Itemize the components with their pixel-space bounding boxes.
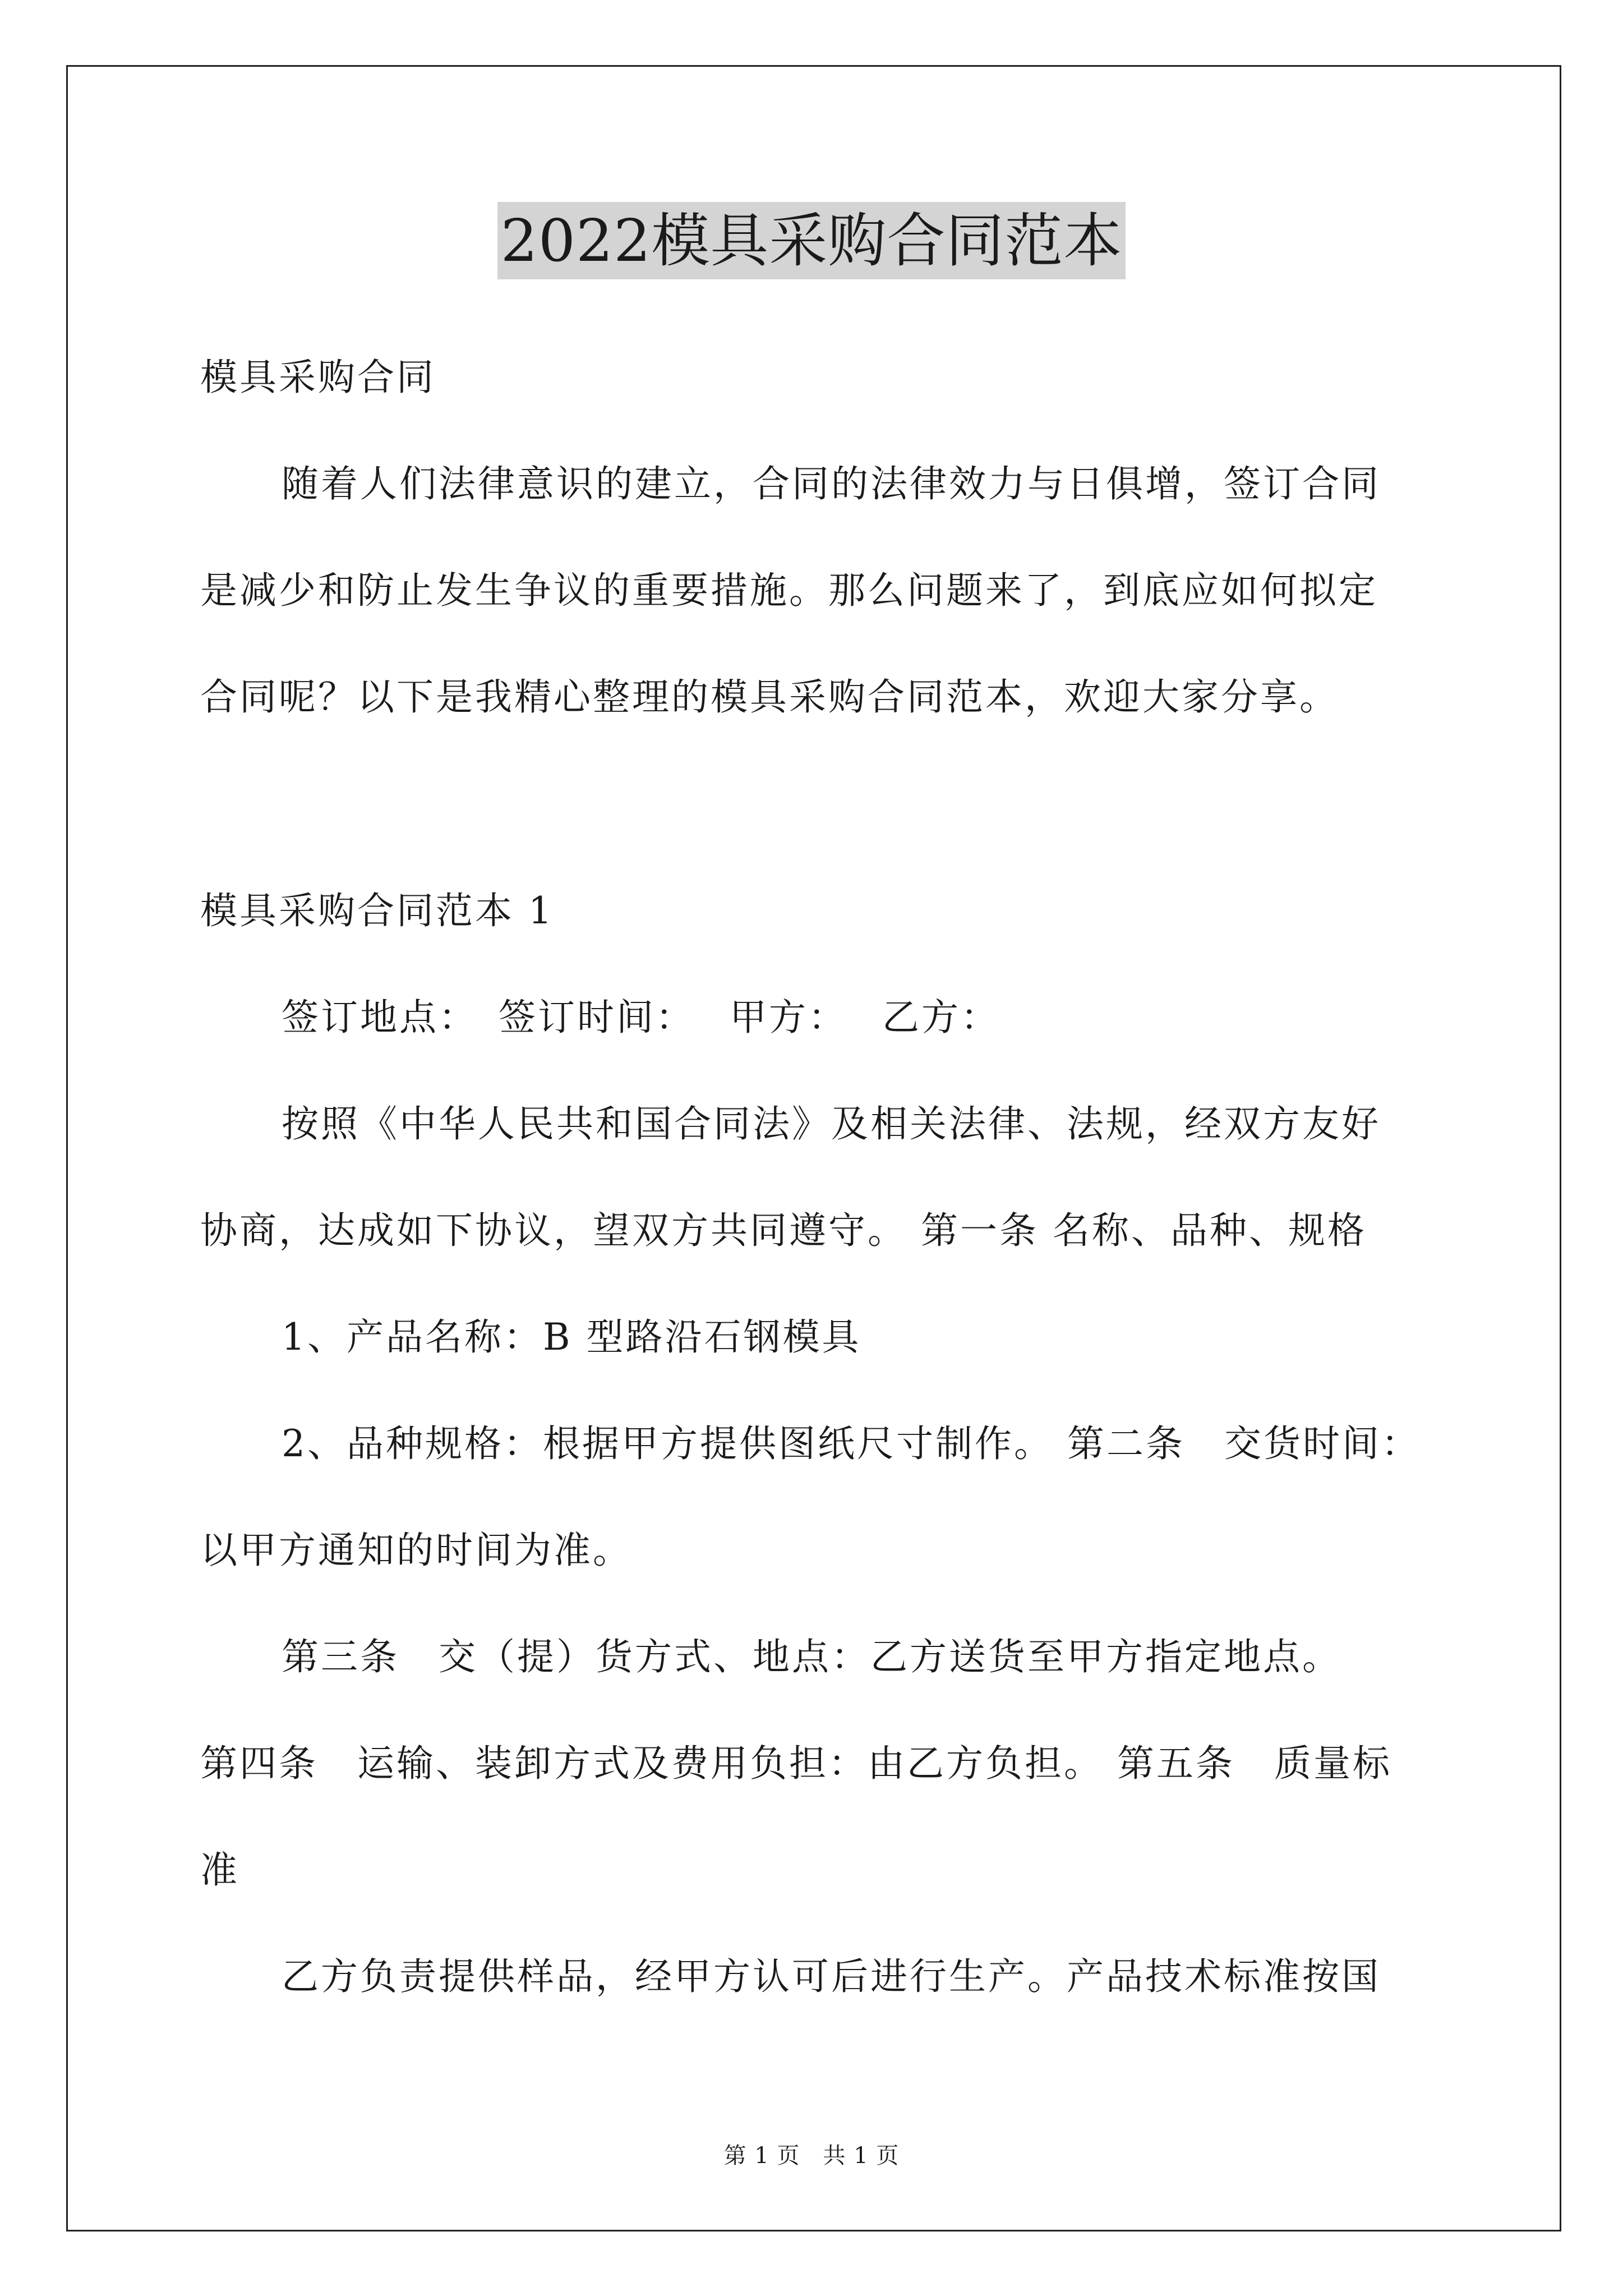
title-container — [0, 202, 1623, 279]
body-line: 按照《中华人民共和国合同法》及相关法律、法规，经双方友好 — [282, 1102, 1381, 1145]
body-line: 准 — [200, 1848, 239, 1892]
body-line: 签订地点： 签订时间： 甲方： 乙方： — [282, 996, 1000, 1039]
document-title: 2022模具采购合同范本 — [497, 202, 1126, 279]
body-line: 随着人们法律意识的建立，合同的法律效力与日俱增，签订合同 — [282, 462, 1381, 505]
body-line: 合同呢？以下是我精心整理的模具采购合同范本，欢迎大家分享。 — [200, 675, 1339, 719]
body-line: 是减少和防止发生争议的重要措施。那么问题来了，到底应如何拟定 — [200, 569, 1378, 612]
body-line: 以甲方通知的时间为准。 — [200, 1529, 632, 1572]
body-line: 1、产品名称：B 型路沿石钢模具 — [282, 1315, 861, 1359]
body-line: 第三条 交（提）货方式、地点：乙方送货至甲方指定地点。 — [282, 1635, 1341, 1678]
section-heading: 模具采购合同范本 1 — [200, 889, 554, 932]
body-line-heading: 模具采购合同 — [200, 356, 436, 399]
body-line: 协商，达成如下协议，望双方共同遵守。 第一条 名称、品种、规格 — [200, 1209, 1367, 1252]
body-line: 第四条 运输、装卸方式及费用负担：由乙方负担。 第五条 质量标 — [200, 1742, 1392, 1785]
body-line: 2、品种规格：根据甲方提供图纸尺寸制作。 第二条 交货时间： — [282, 1422, 1421, 1465]
page-footer: 第 1 页 共 1 页 — [723, 2143, 900, 2169]
body-line: 乙方负责提供样品，经甲方认可后进行生产。产品技术标准按国 — [282, 1955, 1381, 1998]
